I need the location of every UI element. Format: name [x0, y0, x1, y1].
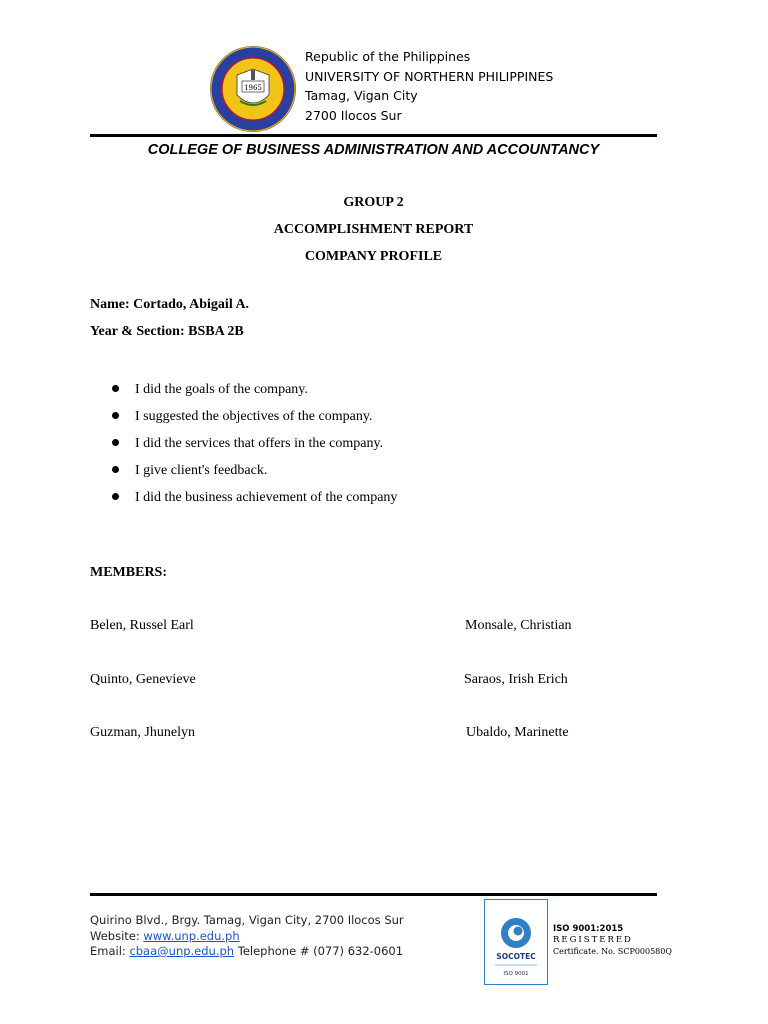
group-title: GROUP 2 [343, 195, 404, 210]
iso-registered: REGISTERED [553, 935, 633, 945]
bullet-icon [112, 385, 119, 392]
footer-website-line: Website: www.unp.edu.ph [90, 928, 240, 943]
footer-email-line: Email: cbaa@unp.edu.ph Telephone # (077) 632-0601 [90, 944, 404, 958]
footer-address: Quirino Blvd., Brgy. Tamag, Vigan City, 2700 Ilocos Sur [90, 913, 404, 927]
year-section: Year & Section: BSBA 2B [90, 324, 244, 339]
list-item: I give client's feedback. [112, 457, 397, 484]
website-link[interactable]: www.unp.edu.ph [143, 928, 240, 943]
footer-contact [90, 913, 404, 960]
member-name: Guzman, Jhunelyn [90, 725, 195, 740]
accomplishment-list [112, 376, 397, 511]
members-heading: MEMBERS: [90, 565, 167, 580]
city-line: Tamag, Vigan City [305, 88, 418, 103]
report-title: ACCOMPLISHMENT REPORT [273, 222, 474, 237]
list-item: I did the goals of the company. [112, 376, 397, 403]
header-divider [90, 134, 657, 137]
member-name: Belen, Russel Earl [90, 618, 194, 633]
member-name: Saraos, Irish Erich [464, 672, 568, 687]
member-name: Monsale, Christian [465, 618, 572, 633]
iso-certification-text [553, 924, 672, 957]
bullet-icon [112, 412, 119, 419]
list-item: I did the business achievement of the company [112, 484, 397, 511]
certificate-number: Certificate. No. SCP000580Q [553, 947, 672, 956]
telephone: Telephone # (077) 632-0601 [234, 944, 404, 958]
socotec-iso-label: ISO 9001 [503, 971, 529, 977]
report-titles [90, 189, 657, 270]
profile-title: COMPANY PROFILE [304, 249, 443, 264]
seal-year: 1965 [244, 84, 262, 92]
header-address [305, 47, 553, 125]
email-link[interactable]: cbaa@unp.edu.ph [129, 944, 235, 958]
bullet-icon [112, 439, 119, 446]
member-name: Quinto, Genevieve [90, 672, 196, 687]
university-seal-logo [209, 45, 297, 133]
footer-divider [90, 893, 657, 896]
student-name: Name: Cortado, Abigail A. [90, 297, 250, 312]
member-name: Ubaldo, Marinette [466, 725, 569, 740]
province-line: 2700 Ilocos Sur [305, 107, 402, 123]
university-name: UNIVERSITY OF NORTHERN PHILIPPINES [305, 68, 554, 84]
republic-line: Republic of the Philippines [305, 49, 471, 64]
bullet-icon [112, 466, 119, 473]
list-item: I did the services that offers in the company. [112, 430, 397, 457]
socotec-certification-badge [484, 899, 548, 985]
iso-standard: ISO 9001:2015 [553, 924, 624, 934]
bullet-icon [112, 493, 119, 500]
socotec-brand: SOCOTEC [496, 952, 536, 961]
list-item: I suggested the objectives of the company. [112, 403, 397, 430]
college-title: COLLEGE OF BUSINESS ADMINISTRATION AND ACCOUNTANCY [147, 142, 600, 158]
